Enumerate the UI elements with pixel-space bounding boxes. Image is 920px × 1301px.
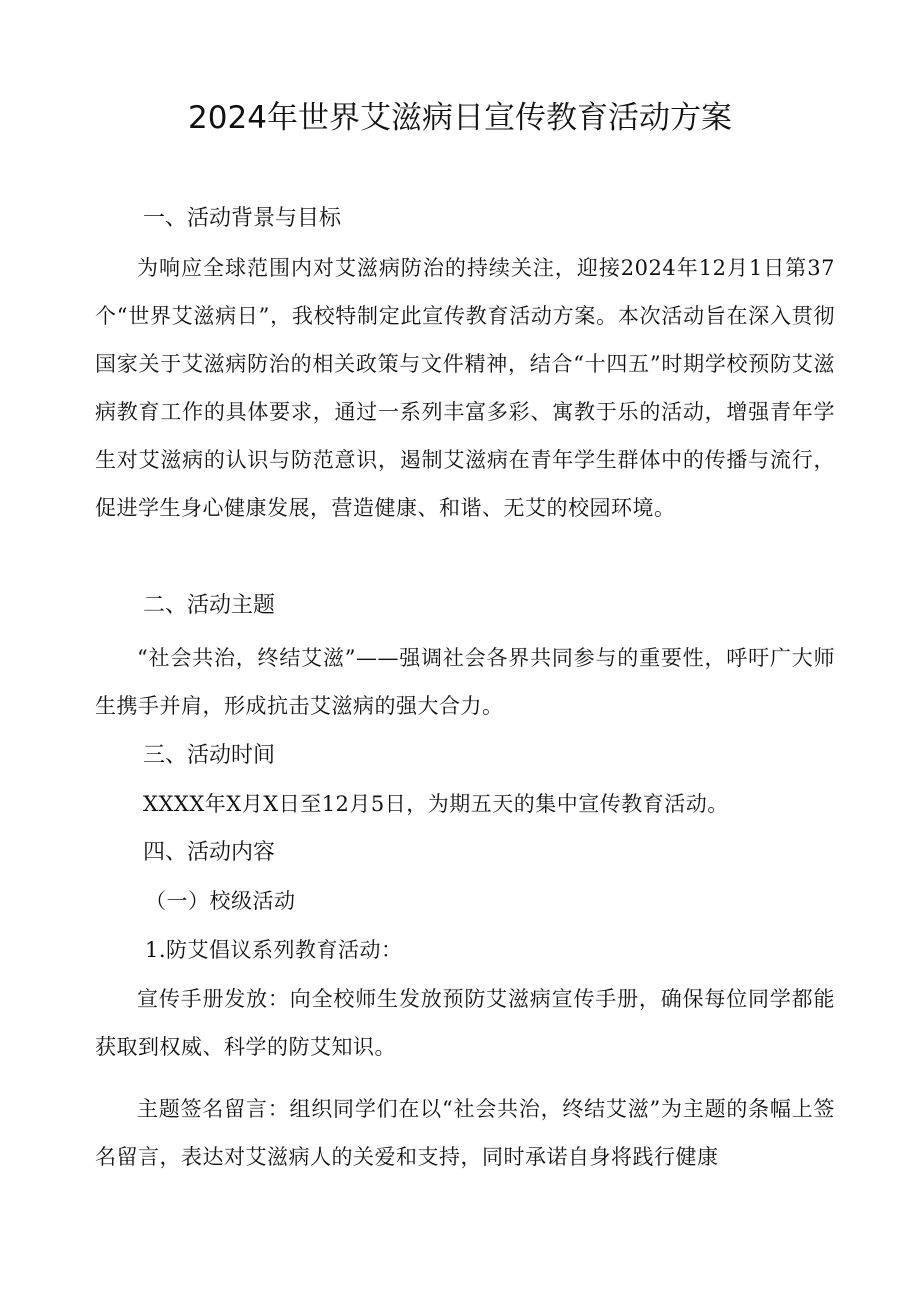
section-heading-background: 一、活动背景与目标 [143, 206, 342, 231]
section-heading-time: 三、活动时间 [143, 743, 276, 768]
section-heading-content: 四、活动内容 [143, 840, 276, 865]
paragraph-signature: 主题签名留言：组织同学们在以“社会共治，终结艾滋”为主题的条幅上签名留言，表达对艾滋病人的关爱和支持，同时承诺自身将践行健康 [95, 1097, 835, 1169]
subsection-heading-school: （一）校级活动 [145, 889, 296, 913]
section-heading-theme: 二、活动主题 [143, 593, 276, 618]
list-item-campaign: 1.防艾倡议系列教育活动： [145, 938, 403, 962]
section-paragraph-background: 为响应全球范围内对艾滋病防治的持续关注，迎接2024年12月1日第37个“世界艾滋病日”，我校特制定此宣传教育活动方案。本次活动旨在深入贯彻国家关于艾滋病防治的相关政策与文件精神，结合“十四五”时期学校预防艾滋病教育工作的具体要求，通过一系列丰富多彩、寓教于乐的活动，增强青年学生对艾滋病的认识与防范意识，遏制艾滋病在青年学生群体中的传播与流行，促进学生身心健康发展，营造健康、和谐、无艾的校园环境。 [95, 256, 835, 520]
section-paragraph-theme: “社会共治，终结艾滋”——强调社会各界共同参与的重要性，呼吁广大师生携手并肩，形成抗击艾滋病的强大合力。 [95, 646, 835, 718]
paragraph-brochure: 宣传手册发放：向全校师生发放预防艾滋病宣传手册，确保每位同学都能获取到权威、科学的防艾知识。 [95, 987, 835, 1059]
document-title: 2024年世界艾滋病日宣传教育活动方案 [188, 100, 732, 136]
section-paragraph-time: XXXX年X月X日至12月5日，为期五天的集中宣传教育活动。 [143, 792, 729, 816]
